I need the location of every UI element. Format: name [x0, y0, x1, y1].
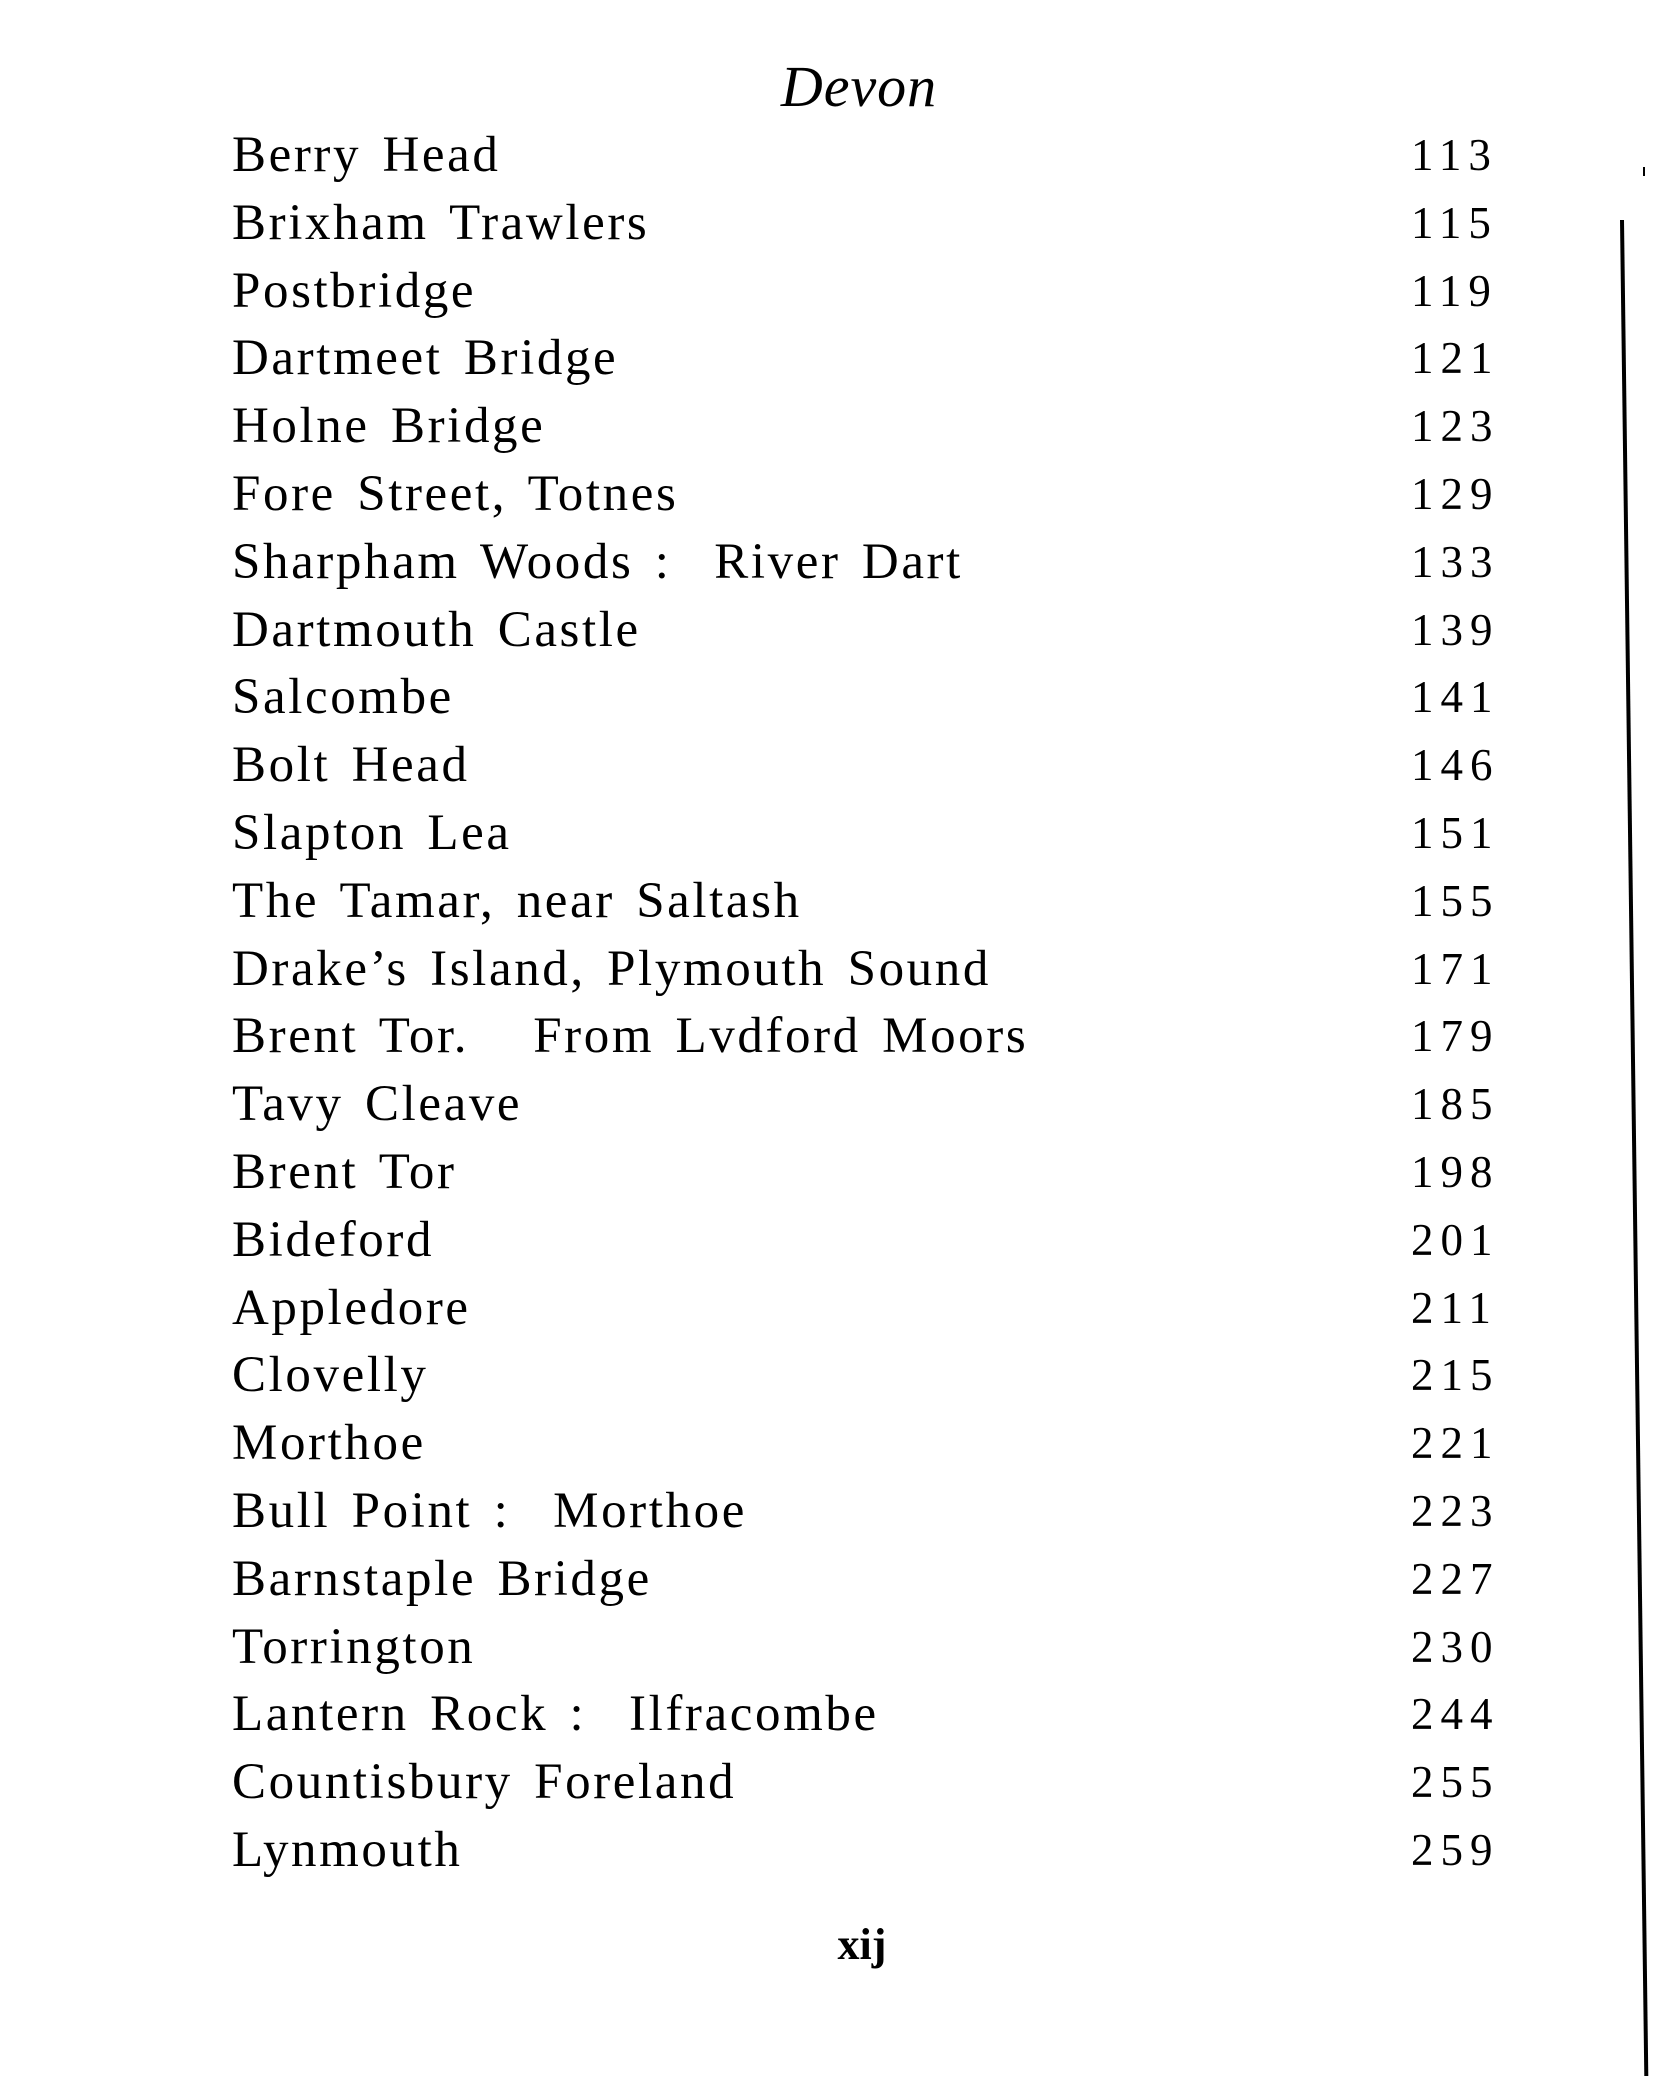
- toc-entry-title: Salcombe: [232, 669, 454, 726]
- toc-entry: [0, 1686, 1659, 1758]
- toc-entry: [0, 127, 1659, 199]
- toc-entry-title: Clovelly: [232, 1347, 429, 1404]
- toc-entry-title: Bolt Head: [232, 737, 470, 794]
- page-edge-tick: [1643, 167, 1645, 176]
- toc-entry-title: Slapton Lea: [232, 805, 512, 861]
- toc-entry: [0, 1483, 1659, 1555]
- toc-entry-page: 121: [1411, 333, 1500, 384]
- toc-entry: [0, 1211, 1659, 1284]
- toc-entry-page: 223: [1411, 1486, 1500, 1536]
- toc-entry-page: 215: [1411, 1350, 1500, 1401]
- toc-entry: [0, 533, 1659, 606]
- toc-entry: [0, 262, 1659, 335]
- toc-entry: [0, 398, 1659, 470]
- toc-entry: [0, 601, 1659, 674]
- page-folio: xij: [837, 1920, 887, 1969]
- toc-entry: [0, 1618, 1659, 1691]
- toc-entry-title: Morthoe: [232, 1415, 426, 1472]
- toc-entry: [0, 1076, 1659, 1148]
- toc-entry-page: 141: [1411, 672, 1500, 723]
- toc-entry: [0, 1279, 1659, 1352]
- toc-entry-title: Torrington: [232, 1618, 476, 1675]
- toc-entry-page: 259: [1411, 1825, 1500, 1875]
- toc-entry-page: 198: [1411, 1147, 1500, 1197]
- toc-entry-title: Dartmeet Bridge: [232, 330, 619, 387]
- toc-entry-page: 171: [1411, 943, 1500, 994]
- toc-entry-page: 185: [1411, 1079, 1500, 1130]
- toc-entry-page: 139: [1411, 604, 1500, 655]
- toc-entry-title: The Tamar, near Saltash: [232, 872, 802, 929]
- toc-entry-title: Brixham Trawlers: [232, 194, 650, 251]
- toc-entry-title: Lantern Rock : Ilfracombe: [232, 1686, 879, 1743]
- toc-entry-page: 146: [1411, 740, 1500, 791]
- toc-entry-title: Tavy Cleave: [232, 1076, 523, 1133]
- toc-entry: [0, 1822, 1659, 1894]
- page-title: Devon: [780, 54, 938, 119]
- toc-entry-page: 113: [1411, 130, 1498, 180]
- toc-entry: [0, 1008, 1659, 1080]
- toc-entry: [0, 1754, 1659, 1826]
- toc-entry: [0, 1144, 1659, 1216]
- toc-entry-page: 133: [1411, 536, 1500, 587]
- toc-entry-title: Bull Point : Morthoe: [232, 1483, 747, 1539]
- toc-entry-page: 151: [1411, 808, 1500, 858]
- toc-entry-page: 255: [1411, 1757, 1500, 1808]
- toc-entry-title: Barnstaple Bridge: [232, 1550, 652, 1607]
- toc-entry-title: Appledore: [232, 1279, 471, 1336]
- toc-entry-page: 230: [1411, 1621, 1500, 1672]
- toc-entry-title: Brent Tor: [232, 1144, 457, 1200]
- toc-entry-title: Bideford: [232, 1211, 435, 1268]
- toc-entry-title: Sharpham Woods : River Dart: [232, 533, 963, 590]
- toc-entry: [0, 1415, 1659, 1487]
- toc-entry-title: Lynmouth: [232, 1822, 463, 1878]
- toc-entry-title: Dartmouth Castle: [232, 601, 641, 658]
- toc-entry-page: 201: [1411, 1214, 1500, 1265]
- toc-entry-page: 129: [1411, 469, 1500, 519]
- toc-entry: [0, 737, 1659, 809]
- toc-entry-page: 119: [1411, 265, 1498, 316]
- toc-entry-page: 244: [1411, 1689, 1500, 1740]
- toc-entry: [0, 940, 1659, 1013]
- toc-entry: [0, 194, 1659, 267]
- toc-entry: [0, 1550, 1659, 1623]
- toc-entry-title: Postbridge: [232, 262, 477, 319]
- toc-entry-page: 155: [1411, 875, 1500, 926]
- toc-entry-page: 179: [1411, 1011, 1500, 1062]
- toc-entry-title: Brent Tor. From Lvdford Moors: [232, 1008, 1029, 1065]
- toc-entry-title: Berry Head: [232, 127, 501, 183]
- toc-entry-page: 211: [1411, 1282, 1498, 1333]
- toc-entry-title: Drake’s Island, Plymouth Sound: [232, 940, 991, 997]
- toc-entry-page: 123: [1411, 401, 1500, 452]
- toc-entry-title: Holne Bridge: [232, 398, 546, 455]
- toc-entry: [0, 872, 1659, 945]
- toc-entry: [0, 466, 1659, 538]
- toc-entry-page: 115: [1411, 197, 1498, 248]
- toc-entry: [0, 330, 1659, 402]
- toc-entry-title: Fore Street, Totnes: [232, 466, 679, 522]
- toc-entry: [0, 805, 1659, 877]
- toc-entry-page: 221: [1411, 1418, 1500, 1469]
- toc-entry: [0, 669, 1659, 741]
- toc-entry: [0, 1347, 1659, 1419]
- toc-entry-title: Countisbury Foreland: [232, 1754, 737, 1811]
- toc-entry-page: 227: [1411, 1553, 1500, 1604]
